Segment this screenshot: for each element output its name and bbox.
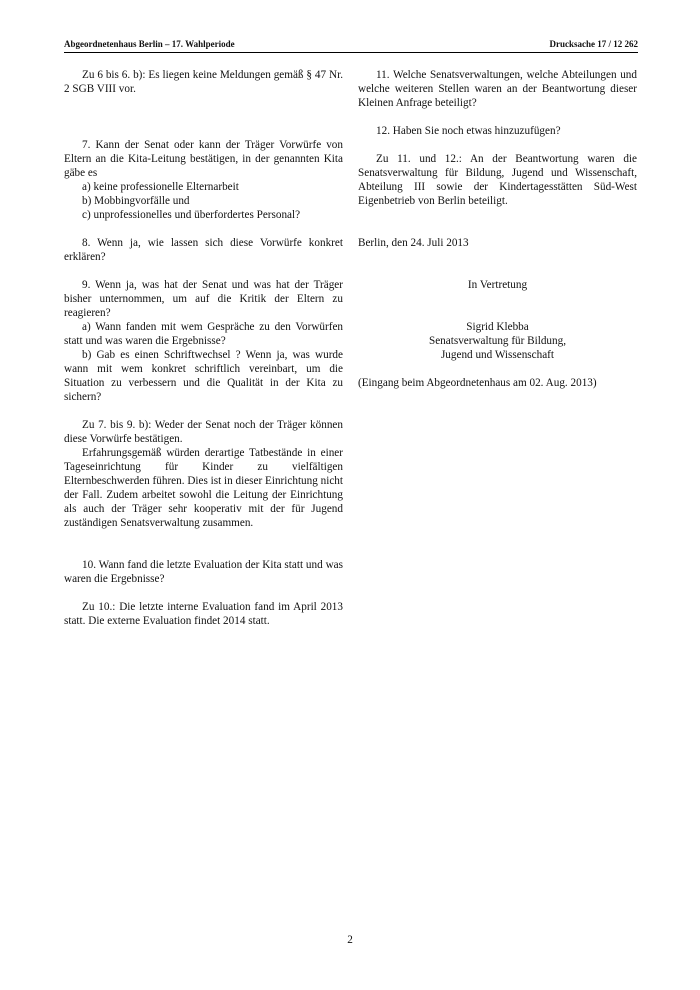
signer-office-line-1: Senatsverwaltung für Bildung, bbox=[428, 335, 567, 347]
question-10: 10. Wann fand die letzte Evaluation der Kita statt und was waren die Ergebnisse? bbox=[64, 559, 343, 585]
right-column bbox=[358, 68, 637, 390]
question-11: 11. Welche Senatsverwaltungen, welche Abteilungen und welche weiteren Stellen waren an der Beantwortung dieser Kleinen Anfrage beteiligt? bbox=[358, 69, 637, 109]
answer-6: Zu 6 bis 6. b): Es liegen keine Meldungen gemäß § 47 Nr. 2 SGB VIII vor. bbox=[64, 69, 343, 95]
question-8: 8. Wenn ja, wie lassen sich diese Vorwürfe konkret erklären? bbox=[64, 237, 343, 263]
page-number: 2 bbox=[347, 934, 353, 946]
signer-office-line-2: Jugend und Wissenschaft bbox=[440, 349, 555, 361]
question-7b: b) Mobbingvorfälle und bbox=[82, 195, 190, 207]
question-7: 7. Kann der Senat oder kann der Träger Vorwürfe von Eltern an die Kita-Leitung bestätigen, in der genannten Kita gäbe es bbox=[64, 139, 343, 179]
signer-name: Sigrid Klebba bbox=[466, 321, 529, 333]
representation-note: In Vertretung bbox=[467, 279, 528, 291]
header-publisher: Abgeordnetenhaus Berlin – 17. Wahlperiode bbox=[64, 39, 235, 49]
page-header bbox=[64, 38, 638, 53]
place-and-date: Berlin, den 24. Juli 2013 bbox=[358, 237, 469, 249]
question-9b: b) Gab es einen Schriftwechsel ? Wenn ja, was wurde wann mit wem konkret schriftlich vereinbart, um die Situation zu verbessern und die Qualität in der Kita zu sichern? bbox=[64, 349, 343, 403]
header-document-number: Drucksache 17 / 12 262 bbox=[549, 39, 638, 49]
answer-10: Zu 10.: Die letzte interne Evaluation fand im April 2013 statt. Die externe Evaluation findet 2014 statt. bbox=[64, 601, 343, 627]
question-9: 9. Wenn ja, was hat der Senat und was hat der Träger bisher unternommen, um auf die Kritik der Eltern zu reagieren? bbox=[64, 279, 343, 319]
left-column bbox=[64, 68, 343, 628]
question-12: 12. Haben Sie noch etwas hinzuzufügen? bbox=[376, 125, 561, 137]
question-9a: a) Wann fanden mit wem Gespräche zu den Vorwürfen statt und was waren die Ergebnisse? bbox=[64, 321, 343, 347]
answer-7-9-continued: Erfahrungsgemäß würden derartige Tatbestände in einer Tageseinrichtung für Kinder zu vielfältigen Elternbeschwerden führen. Dies ist in dieser Einrichtung nicht der Fall. Zudem arbeitet sowohl die Leitung der Einrichtung als auch der Träger sehr kooperativ mit der für Jugend zuständigen Senatsverwaltung zusammen. bbox=[64, 447, 343, 529]
answer-11-12: Zu 11. und 12.: An der Beantwortung waren die Senatsverwaltung für Bildung, Jugend und Wissenschaft, Abteilung III sowie der Kindertagesstätten Süd-West Eigenbetrieb von Berlin beteiligt. bbox=[358, 153, 637, 207]
answer-7-9: Zu 7. bis 9. b): Weder der Senat noch der Träger können diese Vorwürfe bestätigen. bbox=[64, 419, 343, 445]
question-7a: a) keine professionelle Elternarbeit bbox=[82, 181, 239, 193]
question-7c: c) unprofessionelles und überfordertes Personal? bbox=[82, 209, 301, 221]
receipt-note: (Eingang beim Abgeordnetenhaus am 02. Aug. 2013) bbox=[358, 377, 597, 389]
